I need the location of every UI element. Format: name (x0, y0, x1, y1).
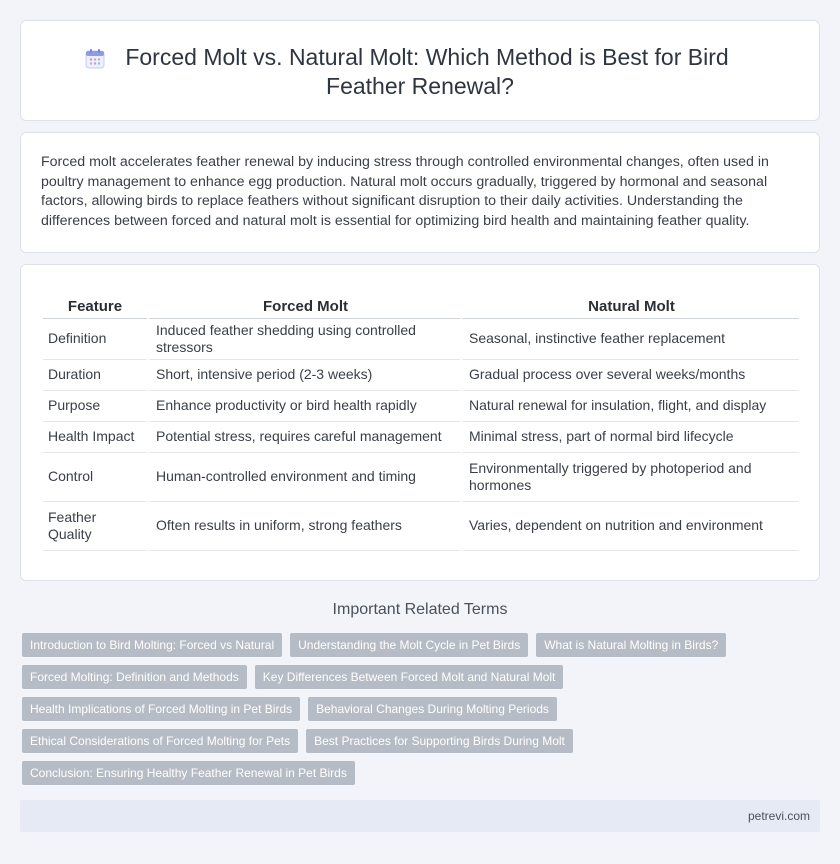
header-forced-molt: Forced Molt (147, 295, 460, 319)
table-row (43, 502, 799, 551)
related-term-link[interactable]: Conclusion: Ensuring Healthy Feather Renewal in Pet Birds (22, 761, 355, 785)
intro-card (20, 132, 820, 253)
row-forced-value: Induced feather shedding using controlled stressors (147, 319, 460, 360)
table-row (43, 360, 799, 391)
row-feature: Feather Quality (43, 502, 147, 551)
row-feature: Duration (43, 360, 147, 391)
row-natural-value: Varies, dependent on nutrition and environment (460, 502, 799, 551)
related-terms-list (22, 633, 782, 785)
related-term-link[interactable]: Ethical Considerations of Forced Molting for Pets (22, 729, 298, 753)
table-header-row (43, 295, 799, 319)
comparison-table (43, 295, 799, 551)
row-natural-value: Seasonal, instinctive feather replacement (460, 319, 799, 360)
comparison-card (20, 264, 820, 581)
related-term-link[interactable]: Key Differences Between Forced Molt and Natural Molt (255, 665, 564, 689)
row-forced-value: Often results in uniform, strong feathers (147, 502, 460, 551)
footer (20, 800, 820, 832)
row-feature: Purpose (43, 391, 147, 422)
related-term-link[interactable]: Best Practices for Supporting Birds During Molt (306, 729, 573, 753)
table-row (43, 391, 799, 422)
row-natural-value: Gradual process over several weeks/months (460, 360, 799, 391)
row-feature: Control (43, 453, 147, 502)
related-term-link[interactable]: Health Implications of Forced Molting in Pet Birds (22, 697, 300, 721)
row-natural-value: Natural renewal for insulation, flight, and display (460, 391, 799, 422)
row-forced-value: Enhance productivity or bird health rapidly (147, 391, 460, 422)
intro-paragraph: Forced molt accelerates feather renewal by inducing stress through controlled environmental changes, often used in poultry management to enhance egg production. Natural molt occurs gradually, triggered by hormonal and seasonal factors, allowing birds to replace feathers without significant disruption to their daily activities. Understanding the differences between forced and natural molt is essential for optimizing bird health and maintaining feather quality. (41, 154, 769, 229)
row-feature: Health Impact (43, 422, 147, 453)
related-term-link[interactable]: Introduction to Bird Molting: Forced vs Natural (22, 633, 282, 657)
row-forced-value: Potential stress, requires careful management (147, 422, 460, 453)
related-term-link[interactable]: Forced Molting: Definition and Methods (22, 665, 247, 689)
row-natural-value: Minimal stress, part of normal bird lifecycle (460, 422, 799, 453)
table-row (43, 319, 799, 360)
row-feature: Definition (43, 319, 147, 360)
row-forced-value: Human-controlled environment and timing (147, 453, 460, 502)
header-natural-molt: Natural Molt (460, 295, 799, 319)
related-term-link[interactable]: Understanding the Molt Cycle in Pet Birds (290, 633, 528, 657)
header-feature: Feature (43, 295, 147, 319)
related-term-link[interactable]: Behavioral Changes During Molting Periods (308, 697, 557, 721)
header-card (20, 20, 820, 121)
row-natural-value: Environmentally triggered by photoperiod and hormones (460, 453, 799, 502)
table-row (43, 453, 799, 502)
related-terms-heading: Important Related Terms (332, 601, 508, 618)
related-term-link[interactable]: What is Natural Molting in Birds? (536, 633, 726, 657)
page-title: Forced Molt vs. Natural Molt: Which Method is Best for Bird Feather Renewal? (125, 44, 729, 99)
table-row (43, 422, 799, 453)
row-forced-value: Short, intensive period (2-3 weeks) (147, 360, 460, 391)
footer-site-link[interactable]: petrevi.com (747, 809, 810, 823)
